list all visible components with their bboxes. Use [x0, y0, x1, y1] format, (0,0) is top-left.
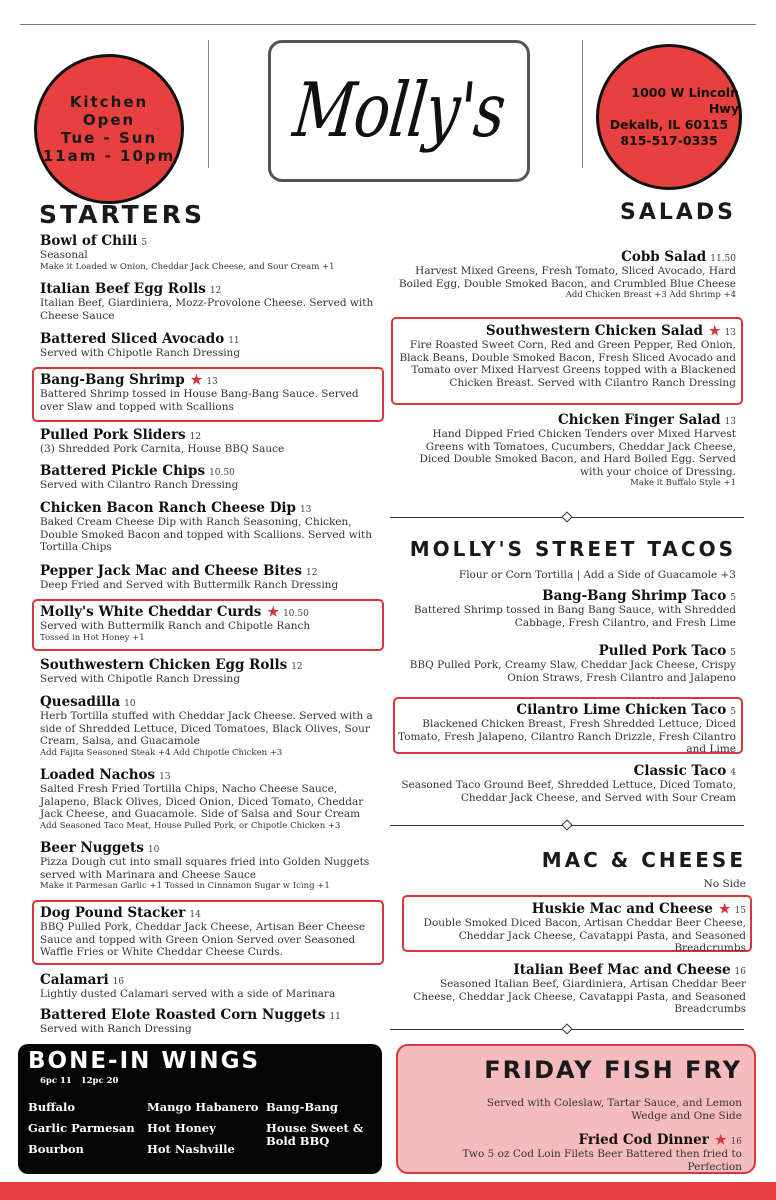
- item-name: Pulled Pork Sliders: [40, 427, 186, 443]
- item-addon: Make it Parmesan Garlic +1 Tossed in Cinnamon Sugar w Icing +1: [40, 881, 330, 891]
- menu-item: [40, 657, 380, 686]
- menu-item-featured: [40, 604, 380, 644]
- star-icon: ★: [718, 902, 731, 917]
- wings-heading: BONE-IN WINGS: [28, 1048, 261, 1074]
- item-price: 12: [305, 568, 318, 578]
- menu-item-featured: [406, 901, 746, 955]
- item-price: 5: [141, 238, 148, 248]
- mac-subtitle: No Side: [703, 878, 746, 890]
- menu-item-featured: [398, 702, 736, 756]
- item-description: Deep Fried and Served with Buttermilk Ranch Dressing: [40, 579, 339, 591]
- star-icon: ★: [267, 605, 280, 620]
- wing-flavor: Buffalo: [28, 1100, 76, 1114]
- menu-item: [40, 500, 380, 554]
- item-description: Harvest Mixed Greens, Fresh Tomato, Sliced Avocado, Hard Boiled Egg, Double Smoked Bacon, and Crumbled Blue Cheese: [398, 265, 736, 290]
- item-description: Two 5 oz Cod Loin Filets Beer Battered then fried to Perfection: [462, 1148, 742, 1173]
- item-addon: Tossed in Hot Honey +1: [40, 632, 145, 643]
- wing-flavor: Bang-Bang: [266, 1100, 338, 1114]
- item-name: Pepper Jack Mac and Cheese Bites: [40, 563, 302, 579]
- item-price: 5: [730, 593, 736, 603]
- address-line: Dekalb, IL 60115: [609, 117, 729, 132]
- restaurant-logo: [268, 40, 530, 182]
- divider-ornament-icon: [561, 511, 572, 522]
- item-description: Hand Dipped Fried Chicken Tenders over Mixed Harvest Greens with Tomatoes, Cucumbers, Cheddar Jack Cheese, Diced Double Smoked Bacon, and Hard Boiled Egg. Served with your choice of Dressing.: [419, 428, 736, 478]
- header-divider-left: [208, 40, 209, 168]
- item-price: 13: [300, 505, 312, 515]
- item-description: Pizza Dough cut into small squares fried into Golden Nuggets served with Marinara and Cheese Sauce: [40, 856, 370, 881]
- menu-item: [398, 412, 736, 489]
- salads-heading: SALADS: [619, 200, 736, 225]
- item-price: 11.50: [710, 254, 736, 264]
- item-addon: Make it Buffalo Style +1: [630, 478, 736, 488]
- item-price: 5: [730, 648, 736, 658]
- hours-line: 11am - 10pm: [42, 147, 176, 165]
- item-name: Fried Cod Dinner: [578, 1132, 709, 1148]
- item-price: 12: [291, 662, 303, 672]
- item-description: BBQ Pulled Pork, Cheddar Jack Cheese, Artisan Beer Cheese Sauce and topped with Green Onion Served over Seasoned Waffle Fries or White Cheddar Cheese Curds.: [40, 921, 366, 958]
- item-price: 16: [734, 967, 746, 977]
- address-badge: [596, 44, 742, 190]
- item-name: Huskie Mac and Cheese: [531, 901, 713, 917]
- item-name: Battered Pickle Chips: [40, 463, 206, 479]
- item-description: Baked Cream Cheese Dip with Ranch Seasoning, Chicken, Double Smoked Bacon and topped with Scallions. Served with Tortilla Chips: [40, 516, 373, 553]
- item-price: 16: [112, 977, 125, 987]
- wing-flavor: House Sweet & Bold BBQ: [266, 1121, 364, 1148]
- menu-item: [398, 763, 736, 804]
- item-price: 12: [209, 286, 222, 296]
- item-name: Loaded Nachos: [40, 767, 156, 783]
- divider-ornament-icon: [561, 1023, 572, 1034]
- menu-item: [398, 588, 736, 629]
- item-addon: Make it Loaded w Onion, Cheddar Jack Cheese, and Sour Cream +1: [40, 261, 335, 272]
- item-price: 16: [730, 1137, 742, 1147]
- wing-flavor: Hot Honey: [147, 1121, 216, 1135]
- phone-number: 815-517-0335: [620, 133, 718, 148]
- item-price: 14: [189, 910, 201, 920]
- item-description: (3) Shredded Pork Carnita, House BBQ Sauce: [40, 443, 285, 455]
- item-name: Molly's White Cheddar Curds: [40, 604, 262, 620]
- item-name: Battered Elote Roasted Corn Nuggets: [40, 1007, 326, 1023]
- item-name: Pulled Pork Taco: [598, 643, 727, 659]
- bottom-accent-bar: [0, 1182, 776, 1200]
- wings-panel: [18, 1044, 382, 1174]
- logo-text: Molly's: [289, 67, 509, 155]
- item-name: Southwestern Chicken Egg Rolls: [40, 657, 288, 673]
- star-icon: ★: [190, 373, 203, 388]
- header-divider-right: [582, 40, 583, 168]
- item-description: Served with Chipotle Ranch Dressing: [40, 347, 241, 359]
- menu-item: [40, 563, 380, 592]
- menu-item: [40, 840, 380, 892]
- item-addon: Add Seasoned Taco Meat, House Pulled Pork, or Chipotle Chicken +3: [40, 820, 341, 831]
- item-name: Bowl of Chili: [40, 233, 138, 249]
- item-price: 10: [147, 845, 160, 855]
- hours-line: Open: [82, 111, 136, 129]
- menu-item: [40, 331, 380, 360]
- item-name: Battered Sliced Avocado: [40, 331, 225, 347]
- item-name: Bang-Bang Shrimp: [40, 372, 185, 388]
- item-price: 11: [228, 336, 240, 346]
- fish-fry-description: Served with Coleslaw, Tartar Sauce, and Lemon Wedge and One Side: [486, 1097, 742, 1122]
- tacos-heading: MOLLY'S STREET TACOS: [409, 537, 736, 561]
- item-name: Italian Beef Mac and Cheese: [513, 962, 731, 978]
- item-price: 4: [730, 768, 736, 778]
- item-description: Fire Roasted Sweet Corn, Red and Green Pepper, Red Onion, Black Beans, Double Smoked Bacon, Fresh Sliced Avocado and Tomato over Mixed Harvest Greens topped with a Blackened Chicken Breast. Served with Cilantro Ranch Dressing: [399, 339, 736, 389]
- item-price: 13: [724, 417, 736, 427]
- item-price: 5: [730, 707, 736, 717]
- item-name: Dog Pound Stacker: [40, 905, 186, 921]
- item-name: Chicken Finger Salad: [557, 412, 721, 428]
- item-name: Italian Beef Egg Rolls: [40, 281, 206, 297]
- item-price: 10.50: [283, 609, 309, 619]
- item-description: Italian Beef, Giardiniera, Mozz-Provolone Cheese. Served with Cheese Sauce: [40, 297, 374, 322]
- item-description: BBQ Pulled Pork, Creamy Slaw, Cheddar Jack Cheese, Crispy Onion Straws, Fresh Cilantro and Jalapeno: [409, 659, 736, 684]
- menu-item: [40, 233, 380, 273]
- item-name: Beer Nuggets: [40, 840, 144, 856]
- wing-flavor: Garlic Parmesan: [28, 1121, 135, 1135]
- top-rule: [20, 24, 756, 25]
- wing-flavor: Hot Nashville: [147, 1142, 235, 1156]
- item-description: Seasoned Italian Beef, Giardiniera, Artisan Cheddar Beer Cheese, Cheddar Jack Cheese, Cavatappi Pasta, and Seasoned Breadcrumbs: [413, 978, 746, 1015]
- item-description: Battered Shrimp tossed in House Bang-Bang Sauce. Served over Slaw and topped with Scallions: [40, 388, 359, 413]
- item-price: 11: [329, 1012, 341, 1022]
- item-description: Herb Tortilla stuffed with Cheddar Jack Cheese. Served with a side of Shredded Lettuce, Diced Tomatoes, Black Olives, Sour Cream, Salsa, and Guacamole: [40, 710, 373, 747]
- item-price: 13: [724, 328, 736, 338]
- item-price: 13: [159, 772, 171, 782]
- item-name: Calamari: [40, 972, 109, 988]
- item-description: Served with Buttermilk Ranch and Chipotle Ranch: [40, 620, 311, 632]
- menu-item-featured: [40, 905, 380, 959]
- item-description: Salted Fresh Fried Tortilla Chips, Nacho Cheese Sauce, Jalapeno, Black Olives, Diced Onion, Diced Tomato, Cheddar Jack Cheese, and Guacamole. Side of Salsa and Sour Cream: [40, 783, 364, 820]
- item-description: Battered Shrimp tossed in Bang Bang Sauce, with Shredded Cabbage, Fresh Cilantro, and Fresh Lime: [413, 604, 736, 629]
- item-description: Served with Cilantro Ranch Dressing: [40, 479, 239, 491]
- wing-flavor: Mango Habanero: [147, 1100, 259, 1114]
- item-name: Quesadilla: [40, 694, 121, 710]
- hours-line: Kitchen: [69, 93, 149, 111]
- item-price: 10: [124, 699, 136, 709]
- item-price: 15: [734, 906, 746, 916]
- wings-sizes: 6pc 11 12pc 20: [40, 1076, 119, 1086]
- item-name: Bang-Bang Shrimp Taco: [542, 588, 727, 604]
- item-name: Chicken Bacon Ranch Cheese Dip: [40, 500, 296, 516]
- menu-item: [406, 962, 746, 1016]
- starters-heading: STARTERS: [39, 200, 205, 229]
- item-addon: Add Chicken Breast +3 Add Shrimp +4: [565, 290, 736, 300]
- item-price: 13: [206, 377, 218, 387]
- wing-flavor: Bourbon: [28, 1142, 84, 1156]
- menu-item: [40, 694, 380, 759]
- menu-item: [40, 427, 380, 456]
- fish-fry-panel: [396, 1044, 756, 1174]
- hours-line: Tue - Sun: [60, 129, 158, 147]
- menu-item-featured: [408, 1132, 742, 1173]
- menu-item: [40, 1007, 380, 1036]
- item-price: 10.50: [209, 468, 235, 478]
- item-addon: Add Fajita Seasoned Steak +4 Add Chipotle Chicken +3: [40, 747, 283, 758]
- item-name: Southwestern Chicken Salad: [485, 323, 703, 339]
- star-icon: ★: [708, 324, 721, 339]
- menu-item-featured: [40, 372, 380, 413]
- item-description: Served with Chipotle Ranch Dressing: [40, 673, 241, 685]
- item-name: Cilantro Lime Chicken Taco: [516, 702, 727, 718]
- mac-heading: MAC & CHEESE: [541, 848, 746, 872]
- divider-ornament-icon: [561, 819, 572, 830]
- address-line: 1000 W Lincoln Hwy: [631, 85, 739, 116]
- menu-item: [40, 767, 380, 832]
- menu-item-featured: [398, 323, 736, 389]
- fish-fry-heading: FRIDAY FISH FRY: [484, 1056, 742, 1084]
- item-description: Blackened Chicken Breast, Fresh Shredded Lettuce, Diced Tomato, Fresh Jalapeno, Cilantro Ranch Drizzle, Fresh Cilantro and Lime: [398, 718, 736, 755]
- item-description: Double Smoked Diced Bacon, Artisan Cheddar Beer Cheese, Cheddar Jack Cheese, Cavatappi Pasta, and Seasoned Breadcrumbs: [423, 917, 746, 954]
- menu-item: [40, 463, 380, 492]
- tacos-subtitle: Flour or Corn Tortilla | Add a Side of Guacamole +3: [458, 569, 736, 581]
- item-description: Seasonal: [40, 249, 88, 261]
- item-price: 12: [189, 432, 202, 442]
- item-description: Lightly dusted Calamari served with a side of Marinara: [40, 988, 336, 1000]
- menu-item: [398, 249, 736, 301]
- item-name: Cobb Salad: [621, 249, 707, 265]
- star-icon: ★: [714, 1133, 727, 1148]
- menu-item: [40, 972, 380, 1001]
- menu-item: [398, 643, 736, 684]
- item-name: Classic Taco: [633, 763, 727, 779]
- menu-item: [40, 281, 380, 322]
- item-description: Served with Ranch Dressing: [40, 1023, 192, 1035]
- kitchen-hours-badge: [34, 54, 184, 204]
- item-description: Seasoned Taco Ground Beef, Shredded Lettuce, Diced Tomato, Cheddar Jack Cheese, and Served with Sour Cream: [401, 779, 736, 804]
